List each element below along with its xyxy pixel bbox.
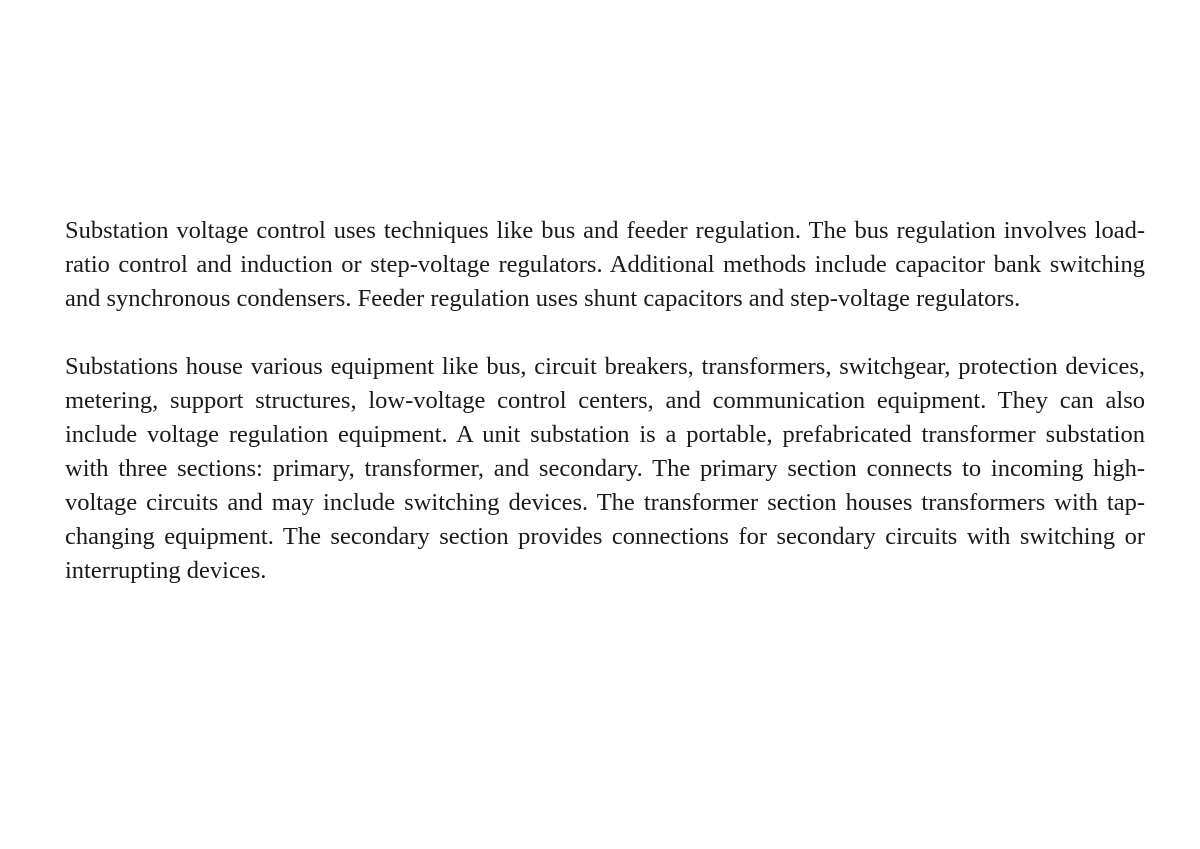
paragraph-voltage-control: Substation voltage control uses techniques like bus and feeder regulation. The bus regulation involves load-ratio control and induction or step-voltage regulators. Additional methods include capacitor bank switching and synchronous condensers. Feeder regulation uses shunt capacitors and step-voltage regulators. [65, 217, 1145, 312]
paragraph-substation-equipment: Substations house various equipment like bus, circuit breakers, transformers, switchgear, protection devices, metering, support structures, low-voltage control centers, and communication equipment. They can also include voltage regulation equipment. A unit substation is a portable, prefabricated transformer substation with three sections: primary, transformer, and secondary. The primary section connects to incoming high-voltage circuits and may include switching devices. The transformer section houses transformers with tap-changing equipment. The secondary section provides connections for secondary circuits with switching or interrupting devices. [65, 353, 1145, 584]
document-body [65, 214, 1145, 588]
